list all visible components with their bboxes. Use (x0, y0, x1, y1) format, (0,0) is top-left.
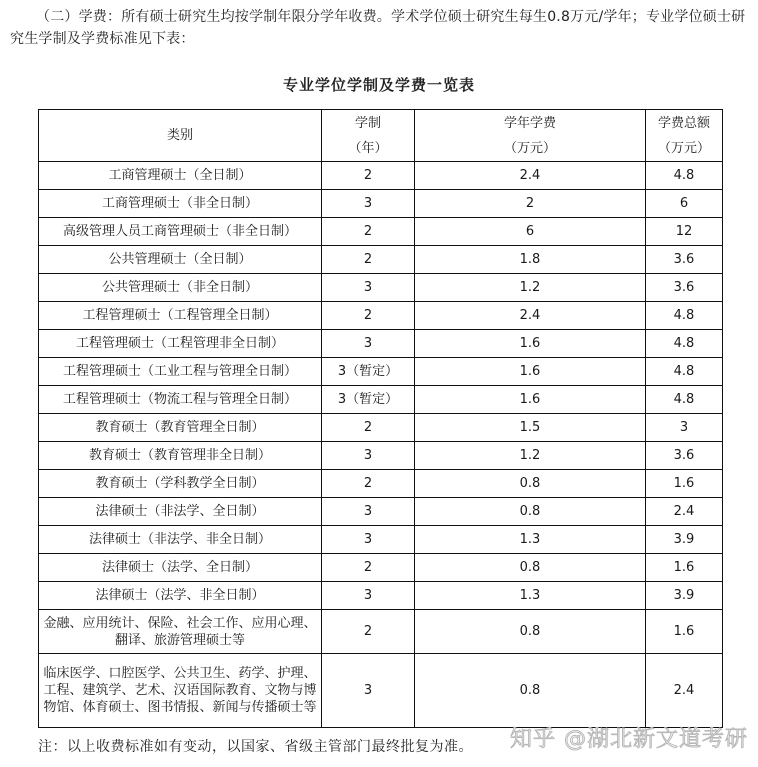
header-years-unit: （年） (348, 140, 388, 156)
cell-years: 2 (322, 162, 415, 190)
cell-total-fee: 3 (646, 414, 723, 442)
cell-category: 教育硕士（教育管理全日制） (39, 414, 322, 442)
intro-paragraph: （二）学费：所有硕士研究生均按学制年限分学年收费。学术学位硕士研究生每生0.8万元/学年；专业学位硕士研究生学制及学费标准见下表： (10, 9, 746, 47)
cell-total-fee: 3.6 (646, 274, 723, 302)
cell-years: 3 (322, 498, 415, 526)
cell-total-fee: 1.6 (646, 610, 723, 654)
cell-annual-fee: 1.6 (415, 386, 646, 414)
cell-years: 2 (322, 218, 415, 246)
table-row (39, 554, 723, 582)
cell-total-fee: 1.6 (646, 554, 723, 582)
header-total-fee-label: 学费总额 (657, 115, 710, 131)
header-total-fee (646, 110, 723, 162)
cell-category: 公共管理硕士（非全日制） (39, 274, 322, 302)
table-row (39, 442, 723, 470)
cell-annual-fee: 0.8 (415, 654, 646, 728)
cell-annual-fee: 0.8 (415, 554, 646, 582)
cell-total-fee: 3.6 (646, 442, 723, 470)
cell-total-fee: 4.8 (646, 358, 723, 386)
cell-annual-fee: 1.6 (415, 330, 646, 358)
header-category-label: 类别 (166, 127, 193, 143)
cell-category: 法律硕士（非法学、非全日制） (39, 526, 322, 554)
header-years-label: 学制 (354, 115, 381, 131)
cell-category: 教育硕士（学科教学全日制） (39, 470, 322, 498)
table-row (39, 218, 723, 246)
cell-total-fee: 3.9 (646, 582, 723, 610)
cell-category: 工商管理硕士（全日制） (39, 162, 322, 190)
cell-total-fee: 2.4 (646, 654, 723, 728)
table-row (39, 526, 723, 554)
cell-years: 2 (322, 302, 415, 330)
cell-total-fee: 6 (646, 190, 723, 218)
cell-total-fee: 12 (646, 218, 723, 246)
table-title: 专业学位学制及学费一览表 (282, 76, 475, 94)
cell-years: 2 (322, 414, 415, 442)
cell-category: 工商管理硕士（非全日制） (39, 190, 322, 218)
table-row (39, 498, 723, 526)
header-annual-fee (415, 110, 646, 162)
table-row (39, 386, 723, 414)
cell-years: 3 (322, 582, 415, 610)
footnote: 注：以上收费标准如有变动，以国家、省级主管部门最终批复为准。 (38, 739, 473, 755)
table-row (39, 610, 723, 654)
cell-total-fee: 4.8 (646, 386, 723, 414)
table-row (39, 330, 723, 358)
cell-years: 3 (322, 190, 415, 218)
cell-annual-fee: 0.8 (415, 610, 646, 654)
table-row (39, 274, 723, 302)
cell-annual-fee: 1.5 (415, 414, 646, 442)
cell-years: 3（暂定） (322, 386, 415, 414)
header-annual-fee-unit: （万元） (503, 140, 556, 156)
cell-total-fee: 3.6 (646, 246, 723, 274)
cell-category: 高级管理人员工商管理硕士（非全日制） (39, 218, 322, 246)
cell-category: 公共管理硕士（全日制） (39, 246, 322, 274)
cell-years: 2 (322, 554, 415, 582)
cell-annual-fee: 1.3 (415, 582, 646, 610)
cell-category: 法律硕士（法学、非全日制） (39, 582, 322, 610)
header-category (39, 110, 322, 162)
header-annual-fee-label: 学年学费 (503, 115, 556, 131)
cell-annual-fee: 1.3 (415, 526, 646, 554)
cell-category: 工程管理硕士（物流工程与管理全日制） (39, 386, 322, 414)
table-row (39, 470, 723, 498)
table-row (39, 358, 723, 386)
table-row (39, 162, 723, 190)
watermark: 知乎 @湖北新文道考研 (510, 727, 748, 752)
cell-category: 工程管理硕士（工业工程与管理全日制） (39, 358, 322, 386)
cell-total-fee: 2.4 (646, 498, 723, 526)
cell-annual-fee: 1.8 (415, 246, 646, 274)
cell-years: 3 (322, 654, 415, 728)
cell-annual-fee: 0.8 (415, 470, 646, 498)
cell-annual-fee: 6 (415, 218, 646, 246)
table-header-row (39, 110, 723, 162)
cell-years: 3 (322, 526, 415, 554)
cell-total-fee: 4.8 (646, 162, 723, 190)
cell-annual-fee: 2.4 (415, 302, 646, 330)
cell-category: 教育硕士（教育管理非全日制） (39, 442, 322, 470)
cell-annual-fee: 0.8 (415, 498, 646, 526)
cell-annual-fee: 1.2 (415, 274, 646, 302)
header-total-fee-unit: （万元） (657, 140, 710, 156)
table-row (39, 654, 723, 728)
cell-annual-fee: 2.4 (415, 162, 646, 190)
table-row (39, 246, 723, 274)
cell-years: 3 (322, 330, 415, 358)
table-row (39, 582, 723, 610)
table-row (39, 414, 723, 442)
cell-years: 3 (322, 274, 415, 302)
cell-years: 3（暂定） (322, 358, 415, 386)
cell-category: 金融、应用统计、保险、社会工作、应用心理、翻译、旅游管理硕士等 (39, 610, 322, 654)
fee-table (38, 109, 723, 728)
cell-annual-fee: 1.6 (415, 358, 646, 386)
cell-annual-fee: 2 (415, 190, 646, 218)
cell-total-fee: 4.8 (646, 302, 723, 330)
cell-years: 3 (322, 442, 415, 470)
cell-years: 2 (322, 470, 415, 498)
table-row (39, 190, 723, 218)
cell-total-fee: 1.6 (646, 470, 723, 498)
table-row (39, 302, 723, 330)
cell-annual-fee: 1.2 (415, 442, 646, 470)
cell-category: 临床医学、口腔医学、公共卫生、药学、护理、工程、建筑学、艺术、汉语国际教育、文物与博物馆、体育硕士、图书情报、新闻与传播硕士等 (39, 654, 322, 728)
cell-category: 法律硕士（非法学、全日制） (39, 498, 322, 526)
cell-category: 法律硕士（法学、全日制） (39, 554, 322, 582)
cell-years: 2 (322, 610, 415, 654)
cell-total-fee: 4.8 (646, 330, 723, 358)
cell-category: 工程管理硕士（工程管理非全日制） (39, 330, 322, 358)
cell-total-fee: 3.9 (646, 526, 723, 554)
cell-years: 2 (322, 246, 415, 274)
cell-category: 工程管理硕士（工程管理全日制） (39, 302, 322, 330)
header-years (322, 110, 415, 162)
